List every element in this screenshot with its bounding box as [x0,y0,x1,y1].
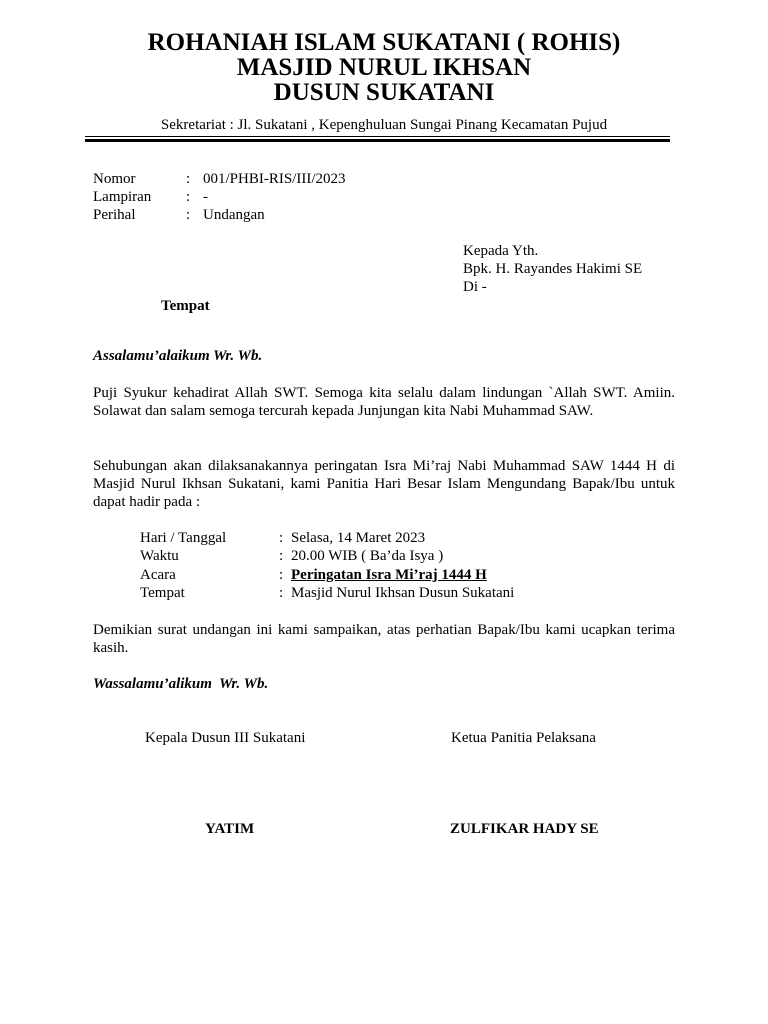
detail-value-time: 20.00 WIB ( Ba’da Isya ) [291,548,444,564]
recipient-line-3: Di - [463,279,487,295]
letterhead-line-1: ROHANIAH ISLAM SUKATANI ( ROHIS) [147,29,621,56]
detail-colon: : [279,567,284,583]
signature-name-right: ZULFIKAR HADY SE [450,821,599,837]
detail-value-event: Peringatan Isra Mi’raj 1444 H [291,567,487,583]
meta-colon: : [186,171,191,187]
header-rule-thin [85,136,670,137]
header-rule-thick [85,139,670,142]
signature-title-left: Kepala Dusun III Sukatani [145,730,306,746]
meta-value-lampiran: - [203,189,208,205]
greeting: Assalamu’alaikum Wr. Wb. [93,348,263,364]
detail-colon: : [279,585,284,601]
paragraph-closing: Demikian surat undangan ini kami sampaikan, atas perhatian Bapak/Ibu kami ucapkan terima kasih. [93,622,675,656]
meta-label-nomor: Nomor [93,171,136,187]
paragraph-opening: Puji Syukur kehadirat Allah SWT. Semoga kita selalu dalam lindungan `Allah SWT. Amiin. Solawat dan salam semoga tercurah kepada Junjungan kita Nabi Muhammad SAW. [93,385,675,419]
paragraph-invitation: Sehubungan akan dilaksanakannya peringatan Isra Mi’raj Nabi Muhammad SAW 1444 H di Masjid Nurul Ikhsan Sukatani, kami Panitia Hari Besar Islam Mengundang Bapak/Ibu untuk dapat hadir pada : [93,458,675,510]
meta-label-perihal: Perihal [93,207,136,223]
detail-colon: : [279,530,284,546]
recipient-line-1: Kepada Yth. [463,243,539,259]
letterhead-line-3: DUSUN SUKATANI [273,79,495,106]
detail-label-date: Hari / Tanggal [140,530,227,546]
letterhead-line-2: MASJID NURUL IKHSAN [236,54,532,81]
signature-title-right: Ketua Panitia Pelaksana [451,730,596,746]
detail-label-place: Tempat [140,585,185,601]
detail-value-date: Selasa, 14 Maret 2023 [291,530,426,546]
detail-label-event: Acara [140,567,176,583]
recipient-place: Tempat [161,298,210,314]
recipient-name: Bpk. H. Rayandes Hakimi SE [463,261,643,277]
farewell: Wassalamu’alikum Wr. Wb. [93,676,269,692]
detail-value-place: Masjid Nurul Ikhsan Dusun Sukatani [291,585,515,601]
detail-colon: : [279,548,284,564]
meta-colon: : [186,189,191,205]
meta-value-perihal: Undangan [203,207,265,223]
secretariat-address: Sekretariat : Jl. Sukatani , Kepenghuluan Sungai Pinang Kecamatan Pujud [160,117,608,133]
meta-value-nomor: 001/PHBI-RIS/III/2023 [203,171,346,187]
detail-label-time: Waktu [140,548,179,564]
meta-label-lampiran: Lampiran [93,189,152,205]
meta-colon: : [186,207,191,223]
signature-name-left: YATIM [205,821,255,837]
